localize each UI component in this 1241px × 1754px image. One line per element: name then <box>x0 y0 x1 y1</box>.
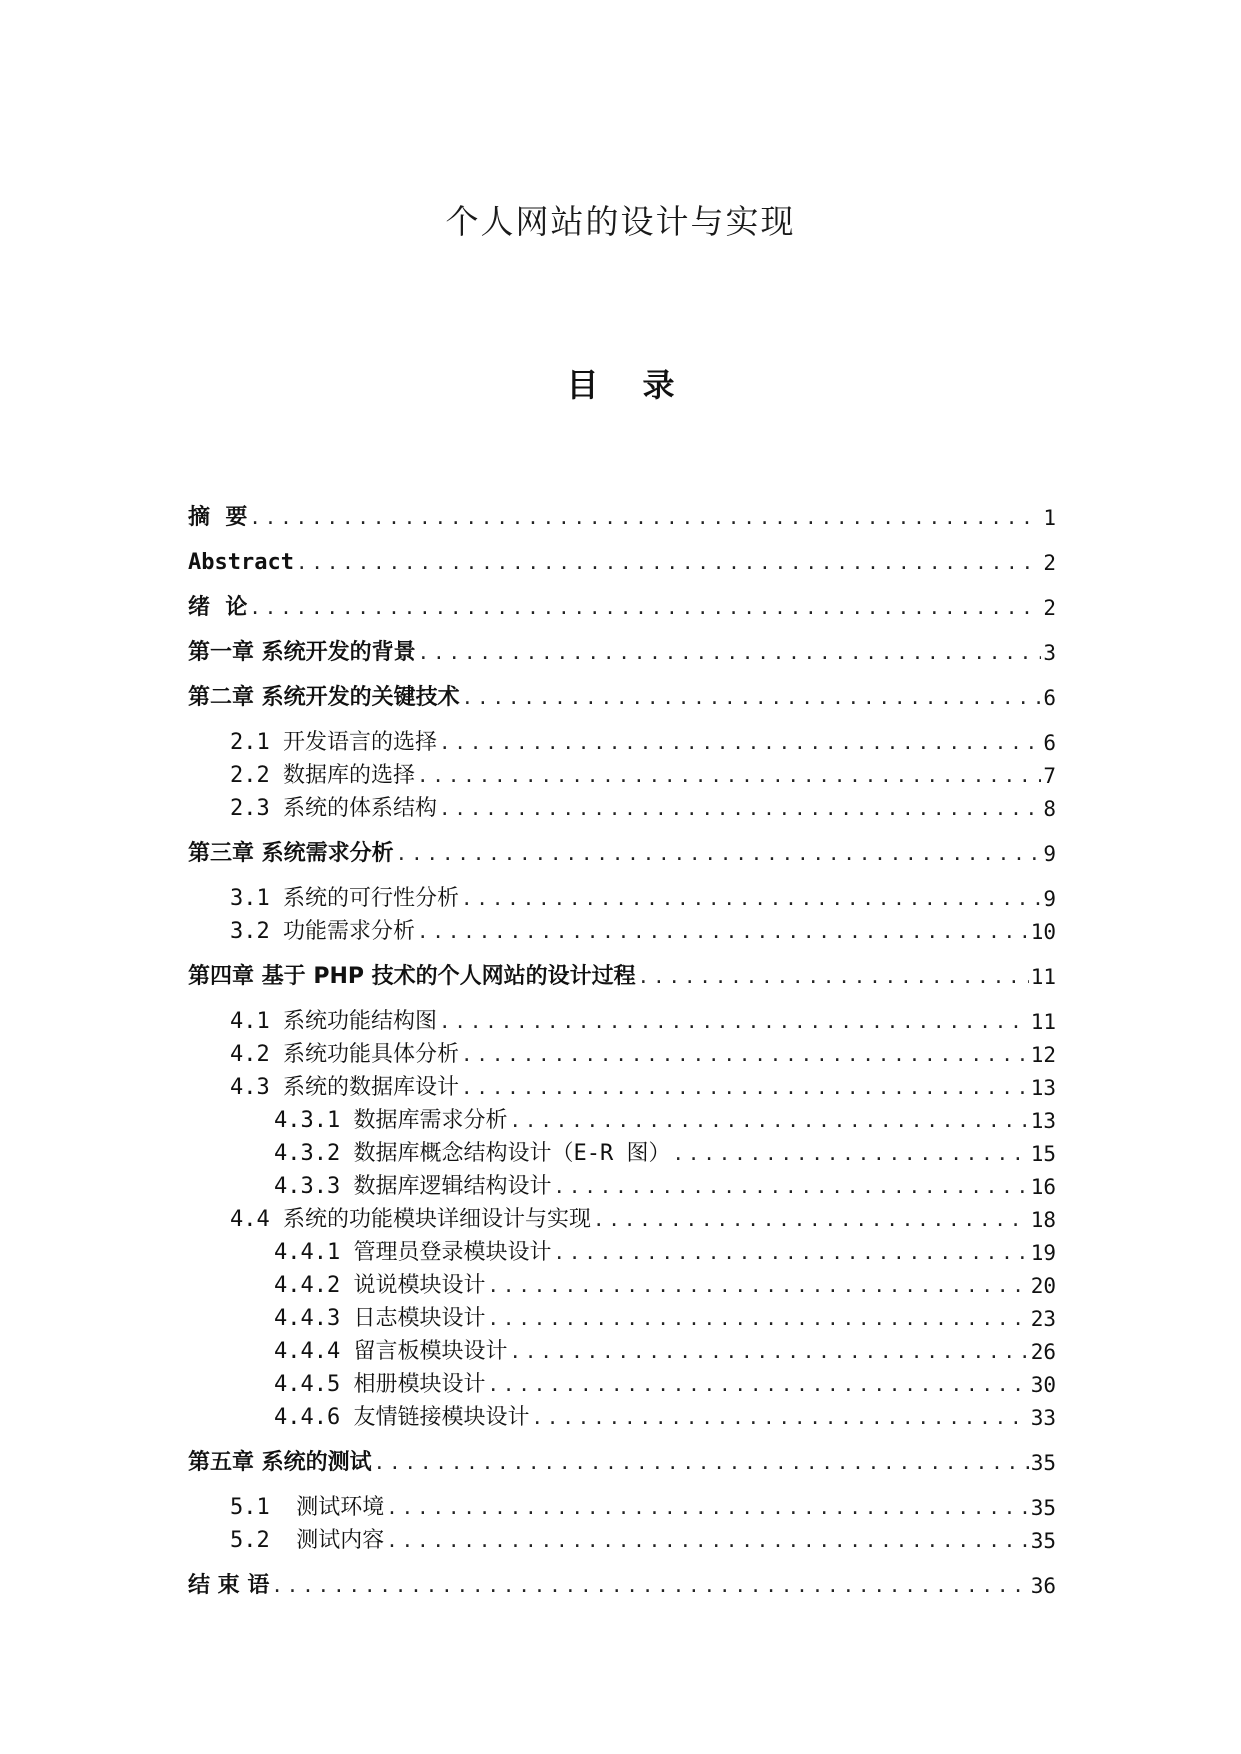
toc-entry-abstract-cn[interactable] <box>188 502 1056 534</box>
toc-heading <box>0 360 1241 406</box>
toc-entry-label: 4.3.3 数据库逻辑结构设计 <box>274 1174 552 1199</box>
toc-entry-section-3-1[interactable] <box>188 883 1056 915</box>
toc-entry-section-2-3[interactable] <box>188 793 1056 825</box>
toc-entry-page: 10 <box>1030 920 1056 944</box>
toc-entry-section-5-2[interactable] <box>188 1525 1056 1557</box>
toc-entry-label: 第四章 基于 PHP 技术的个人网站的设计过程 <box>188 964 636 989</box>
toc-entry-page: 36 <box>1030 1574 1056 1598</box>
toc-entry-chapter-4[interactable] <box>188 961 1056 993</box>
toc-entry-page: 19 <box>1030 1241 1056 1265</box>
toc-entry-page: 30 <box>1030 1373 1056 1397</box>
toc-entry-page: 26 <box>1030 1340 1056 1364</box>
toc-entry-label: 5.2 测试内容 <box>230 1528 385 1553</box>
toc-entry-label: 4.2 系统功能具体分析 <box>230 1042 459 1067</box>
toc-entry-chapter-2[interactable] <box>188 682 1056 714</box>
toc-entry-page: 7 <box>1043 764 1056 788</box>
toc-entry-label: 4.1 系统功能结构图 <box>230 1009 437 1034</box>
toc-entry-page: 9 <box>1043 887 1056 911</box>
toc-entry-label: 4.3.2 数据库概念结构设计（E-R 图） <box>274 1141 671 1166</box>
toc-entry-page: 6 <box>1043 731 1056 755</box>
toc-entry-label: 5.1 测试环境 <box>230 1495 385 1520</box>
toc-entry-page: 13 <box>1030 1109 1056 1133</box>
toc-entry-section-4-1[interactable] <box>188 1006 1056 1038</box>
toc-entry-label: 3.1 系统的可行性分析 <box>230 886 459 911</box>
toc-entry-section-4-4-2[interactable] <box>188 1270 1056 1302</box>
toc-entry-section-4-2[interactable] <box>188 1039 1056 1071</box>
toc-entry-section-3-2[interactable] <box>188 916 1056 948</box>
toc-heading-part1: 目 <box>566 366 599 404</box>
toc-entry-page: 8 <box>1043 797 1056 821</box>
toc-entry-label: 摘 要 <box>188 505 248 530</box>
document-title: 个人网站的设计与实现 <box>445 202 796 241</box>
toc-entry-page: 23 <box>1030 1307 1056 1331</box>
toc-entry-label: Abstract <box>188 550 294 575</box>
toc-entry-label: 4.4.4 留言板模块设计 <box>274 1339 508 1364</box>
toc-entry-page: 11 <box>1030 1010 1056 1034</box>
toc-entry-label: 4.4.2 说说模块设计 <box>274 1273 486 1298</box>
toc-entry-page: 20 <box>1030 1274 1056 1298</box>
toc-entry-label: 2.3 系统的体系结构 <box>230 796 437 821</box>
toc-entry-page: 35 <box>1030 1496 1056 1520</box>
toc-entry-label: 4.4 系统的功能模块详细设计与实现 <box>230 1207 591 1232</box>
toc-entry-label: 4.4.5 相册模块设计 <box>274 1372 486 1397</box>
toc-entry-label: 第三章 系统需求分析 <box>188 841 394 866</box>
toc-entry-label: 结 束 语 <box>188 1573 270 1598</box>
toc-entry-label: 第五章 系统的测试 <box>188 1450 372 1475</box>
toc-entry-page: 12 <box>1030 1043 1056 1067</box>
toc-entry-section-4-4-5[interactable] <box>188 1369 1056 1401</box>
toc-entry-section-4-4-4[interactable] <box>188 1336 1056 1368</box>
toc-entry-page: 3 <box>1043 641 1056 665</box>
toc-entry-label: 第二章 系统开发的关键技术 <box>188 685 460 710</box>
toc-entry-page: 2 <box>1043 551 1056 575</box>
toc-entry-label: 第一章 系统开发的背景 <box>188 640 416 665</box>
toc-entry-page: 35 <box>1030 1451 1056 1475</box>
toc-entry-page: 9 <box>1043 842 1056 866</box>
toc-entry-page: 2 <box>1043 596 1056 620</box>
toc-entry-label: 绪 论 <box>188 595 248 620</box>
toc-entry-abstract-en[interactable] <box>188 547 1056 579</box>
toc-entry-page: 6 <box>1043 686 1056 710</box>
toc-entry-page: 15 <box>1030 1142 1056 1166</box>
toc-entry-label: 3.2 功能需求分析 <box>230 919 415 944</box>
toc-entry-label: 4.3.1 数据库需求分析 <box>274 1108 508 1133</box>
toc-entry-label: 4.4.1 管理员登录模块设计 <box>274 1240 552 1265</box>
toc-entry-section-5-1[interactable] <box>188 1492 1056 1524</box>
toc-entry-label: 4.4.3 日志模块设计 <box>274 1306 486 1331</box>
toc-entry-section-4-4-3[interactable] <box>188 1303 1056 1335</box>
toc-entry-section-2-2[interactable] <box>188 760 1056 792</box>
toc-entry-page: 11 <box>1030 965 1056 989</box>
toc-entry-page: 16 <box>1030 1175 1056 1199</box>
toc-entry-label: 2.1 开发语言的选择 <box>230 730 437 755</box>
toc-entry-section-4-3-2[interactable] <box>188 1138 1056 1170</box>
toc-entry-page: 13 <box>1030 1076 1056 1100</box>
toc-heading-part2: 录 <box>642 366 675 404</box>
toc-entry-label: 4.3 系统的数据库设计 <box>230 1075 459 1100</box>
toc-entry-label: 2.2 数据库的选择 <box>230 763 415 788</box>
toc-entry-page: 33 <box>1030 1406 1056 1430</box>
toc-entry-page: 35 <box>1030 1529 1056 1553</box>
toc-entry-chapter-3[interactable] <box>188 838 1056 870</box>
toc-entry-section-4-3-3[interactable] <box>188 1171 1056 1203</box>
toc-entry-chapter-1[interactable] <box>188 637 1056 669</box>
toc-entry-section-4-3-1[interactable] <box>188 1105 1056 1137</box>
toc-entry-section-4-3[interactable] <box>188 1072 1056 1104</box>
toc-entry-introduction[interactable] <box>188 592 1056 624</box>
toc-entry-page: 18 <box>1030 1208 1056 1232</box>
toc-entry-section-4-4-6[interactable] <box>188 1402 1056 1434</box>
toc-entry-label: 4.4.6 友情链接模块设计 <box>274 1405 530 1430</box>
toc-entry-section-2-1[interactable] <box>188 727 1056 759</box>
toc-entry-page: 1 <box>1043 506 1056 530</box>
toc-entry-section-4-4[interactable] <box>188 1204 1056 1236</box>
toc-entry-conclusion[interactable] <box>188 1570 1056 1602</box>
toc-entry-chapter-5[interactable] <box>188 1447 1056 1479</box>
toc-entry-section-4-4-1[interactable] <box>188 1237 1056 1269</box>
